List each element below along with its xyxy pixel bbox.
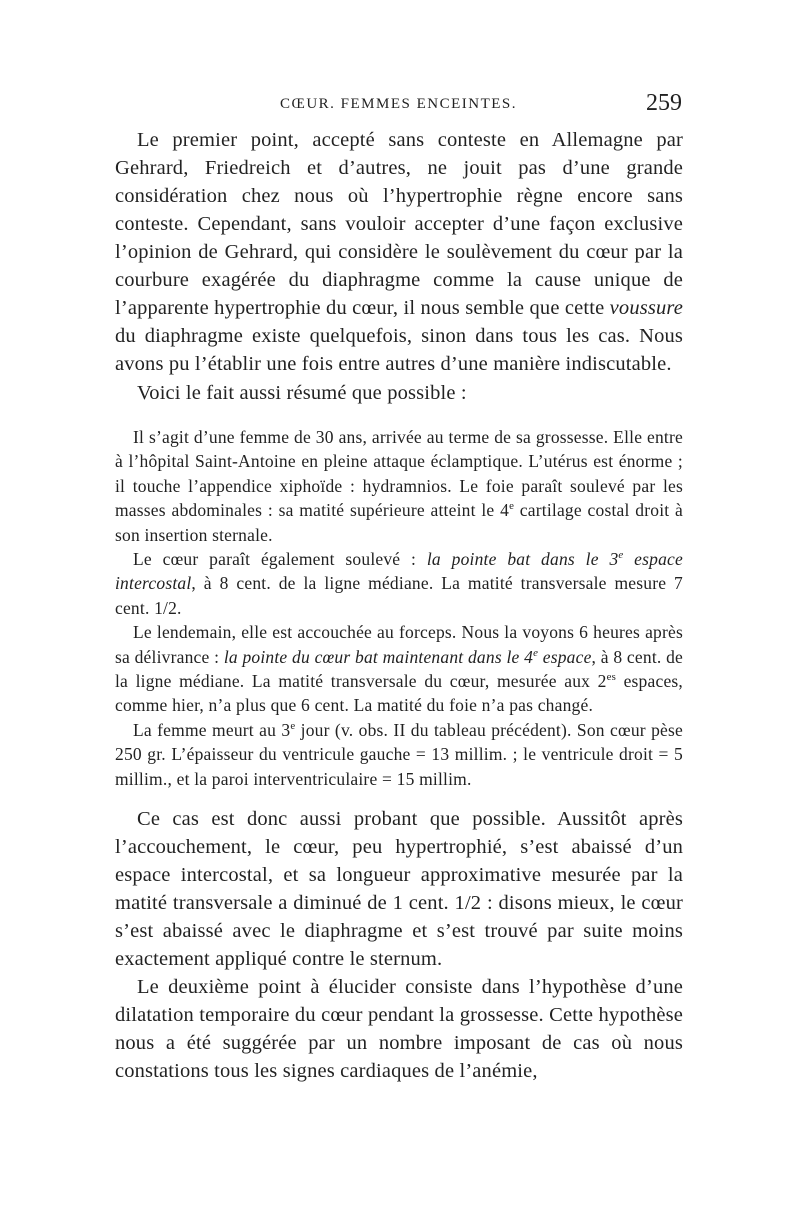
italic-text: la pointe du cœur bat maintenant dans le 4 <box>223 646 534 667</box>
superscript: e <box>618 549 624 562</box>
italic-text: espace intercostal <box>115 549 683 594</box>
page-number: 259 <box>646 90 682 116</box>
observation-text: , à 8 cent. de la ligne médiane. La matité transversale du cœur, mesurée aux 2 <box>115 646 684 692</box>
superscript: e <box>533 646 539 659</box>
observation-text: La femme meurt au 3 <box>133 719 291 740</box>
observation-text: espaces, comme hier, n’a plus que 6 cent. La matité du foie n’a pas changé. <box>115 671 683 716</box>
paragraph-gehrard-argument <box>115 126 683 378</box>
observation-paragraph-delivery <box>115 620 683 718</box>
observation-text: , à 8 cent. de la ligne médiane. La matité transversale mesure 7 cent. 1/2. <box>115 573 683 618</box>
text-block <box>115 126 683 1085</box>
italic-text: espace <box>538 646 592 667</box>
superscript: es <box>606 671 617 684</box>
paragraph-text: Le premier point, accepté sans conteste en Allemagne par Gehrard, Friedreich et d’autres, ne jouit pas d’une grande considération chez nous où l’hypertrophie règne encore sans conteste. Cependant, sans vouloir accepter d’une façon exclusive l’opinion de Gehrard, qui considère le soulèvement du cœur par la courbure exagérée du diaphragme comme la cause unique de l’apparente hypertrophie du cœur, il nous semble que cette <box>115 129 683 319</box>
running-head <box>115 90 682 120</box>
observation-paragraph-heart <box>115 547 683 620</box>
observation-text: cartilage costal droit à son insertion sternale. <box>115 500 684 545</box>
italic-term: voussure <box>609 297 683 319</box>
paragraph-second-point: Le deuxième point à élucider consiste dans l’hypothèse d’une dilatation temporaire du cœur pendant la grossesse. Cette hypothèse nous a été suggérée par un nombre imposant de cas où nous constations tous les signes cardiaques de l’anémie, <box>115 976 683 1083</box>
observation-text: Le cœur paraît également soulevé : <box>133 549 427 570</box>
observation-text: Il s’agit d’une femme de 30 ans, arrivée au terme de sa grossesse. Elle entre à l’hôpital Saint-Antoine en pleine attaque éclamptique. L’utérus est énorme ; il touche l’appendice xiphoïde : hydramnios. Le foie paraît soulevé par les masses abdominales : sa matité supérieure atteint le 4 <box>115 427 683 521</box>
superscript: e <box>509 500 515 513</box>
case-observation <box>115 425 683 791</box>
running-title: CŒUR. FEMMES ENCEINTES. <box>279 96 518 112</box>
observation-text: jour (v. obs. II du tableau précédent). Son cœur pèse 250 gr. L’épaisseur du ventricule gauche = 13 millim. ; le ventricule droit = 5 millim., et la paroi interventriculaire = 15 millim. <box>115 719 683 789</box>
superscript: e <box>290 720 296 733</box>
italic-text: la pointe bat dans le 3 <box>426 549 619 570</box>
observation-paragraph-outcome <box>115 718 683 791</box>
paragraph-case-intro: Voici le fait aussi résumé que possible : <box>137 382 467 404</box>
observation-text: Le lendemain, elle est accouchée au forceps. Nous la voyons 6 heures après sa délivrance : <box>115 622 683 667</box>
observation-paragraph-admission <box>115 425 683 547</box>
paragraph-text: du diaphragme existe quelquefois, sinon dans tous les cas. Nous avons pu l’établir une fois entre autres d’une manière indiscutable. <box>115 325 683 375</box>
paragraph-case-conclusion: Ce cas est donc aussi probant que possible. Aussitôt après l’accouchement, le cœur, peu hypertrophié, s’est abaissé d’un espace intercostal, et sa longueur approximative mesurée par la matité transversale a diminué de 1 cent. 1/2 : disons mieux, le cœur s’est abaissé avec le diaphragme et s’est trouvé par suite moins exactement appliqué contre le sternum. <box>115 808 683 971</box>
italic-phrase <box>224 647 592 667</box>
